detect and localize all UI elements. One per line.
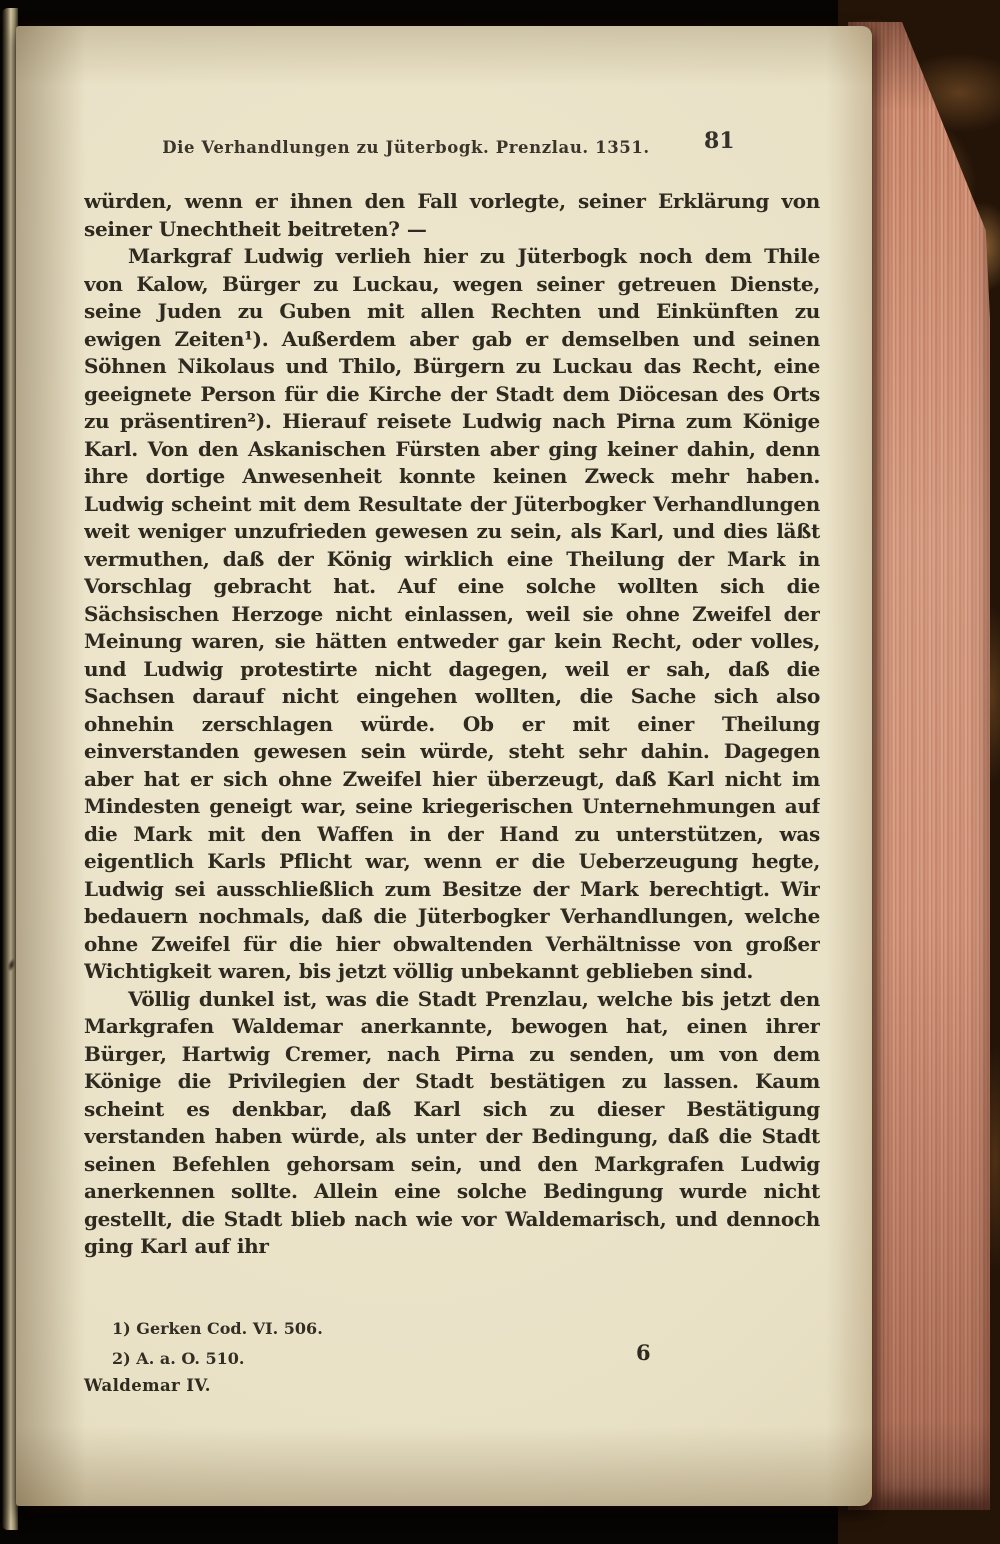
page-number: 81: [704, 128, 735, 154]
paragraph-continuation: würden, wenn er ihnen den Fall vorlegte, seiner Erklärung von seiner Unechtheit beitreten? —: [84, 189, 820, 241]
paragraph: Völlig dunkel ist, was die Stadt Prenzlau, welche bis jetzt den Markgrafen Waldemar anerkannte, bewogen hat, einen ihrer Bürger, Hartwig Cremer, nach Pirna zu senden, um von dem Könige die Privilegien der Stadt bestätigen zu lassen. Kaum scheint es denkbar, daß Karl sich zu dieser Bestätigung verstanden haben würde, als unter der Bedingung, daß die Stadt seinen Befehlen gehorsam sein, und den Markgrafen Ludwig anerkennen sollte. Allein eine solche Bedingung wurde nicht gestellt, die Stadt blieb nach wie vor Waldemarisch, und dennoch ging Karl auf ihr: [84, 986, 820, 1258]
running-header-title: Die Verhandlungen zu Jüterbogk. Prenzlau. 1351.: [162, 138, 650, 157]
book-page: [16, 26, 872, 1506]
body-text: [84, 188, 820, 1261]
footer-volume-label: Waldemar IV.: [84, 1376, 211, 1395]
paragraph: Markgraf Ludwig verlieh hier zu Jüterbogk noch dem Thile von Kalow, Bürger zu Luckau, wegen seiner getreuen Dienste, seine Juden zu Guben mit allen Rechten und Einkünften zu ewigen Zeiten¹). Außerdem aber gab er demselben und seinen Söhnen Nikolaus und Thilo, Bürgern zu Luckau das Recht, eine geeignete Person für die Kirche der Stadt dem Diöcesan des Orts zu präsentiren²). Hierauf reisete Ludwig nach Pirna zum Könige Karl. Von den Askanischen Fürsten aber ging keiner dahin, denn ihre dortige Anwesenheit konnte keinen Zweck mehr haben. Ludwig scheint mit dem Resultate der Jüterbogker Verhandlungen weit weniger unzufrieden gewesen zu sein, als Karl, und dies läßt vermuthen, daß der König wirklich eine Theilung der Mark in Vorschlag gebracht hat. Auf eine solche wollten sich die Sächsischen Herzoge nicht einlassen, weil sie ohne Zweifel der Meinung waren, sie hätten entweder gar kein Recht, oder volles, und Ludwig protestirte nicht dagegen, weil er sah, daß die Sachsen darauf nicht eingehen wollten, die Sache sich also ohnehin zerschlagen würde. Ob er mit einer Theilung einverstanden gewesen sein würde, steht sehr dahin. Dagegen aber hat er sich ohne Zweifel hier überzeugt, daß Karl nicht im Mindesten geneigt war, seine kriegerischen Unternehmungen auf die Mark mit den Waffen in der Hand zu unterstützen, was eigentlich Karls Pflicht war, wenn er die Ueberzeugung hegte, Ludwig sei ausschließlich zum Besitze der Mark berechtigt. Wir bedauern nochmals, daß die Jüterbogker Verhandlungen, welche ohne Zweifel für die hier obwaltenden Verhältnisse von großer Wichtigkeit waren, bis jetzt völlig unbekannt geblieben sind.: [84, 244, 820, 983]
sheet-signature: 6: [636, 1340, 651, 1365]
footnote-2: 2) A. a. O. 510.: [112, 1349, 245, 1368]
footnotes: [112, 1314, 323, 1374]
footnote-1: 1) Gerken Cod. VI. 506.: [112, 1319, 323, 1338]
